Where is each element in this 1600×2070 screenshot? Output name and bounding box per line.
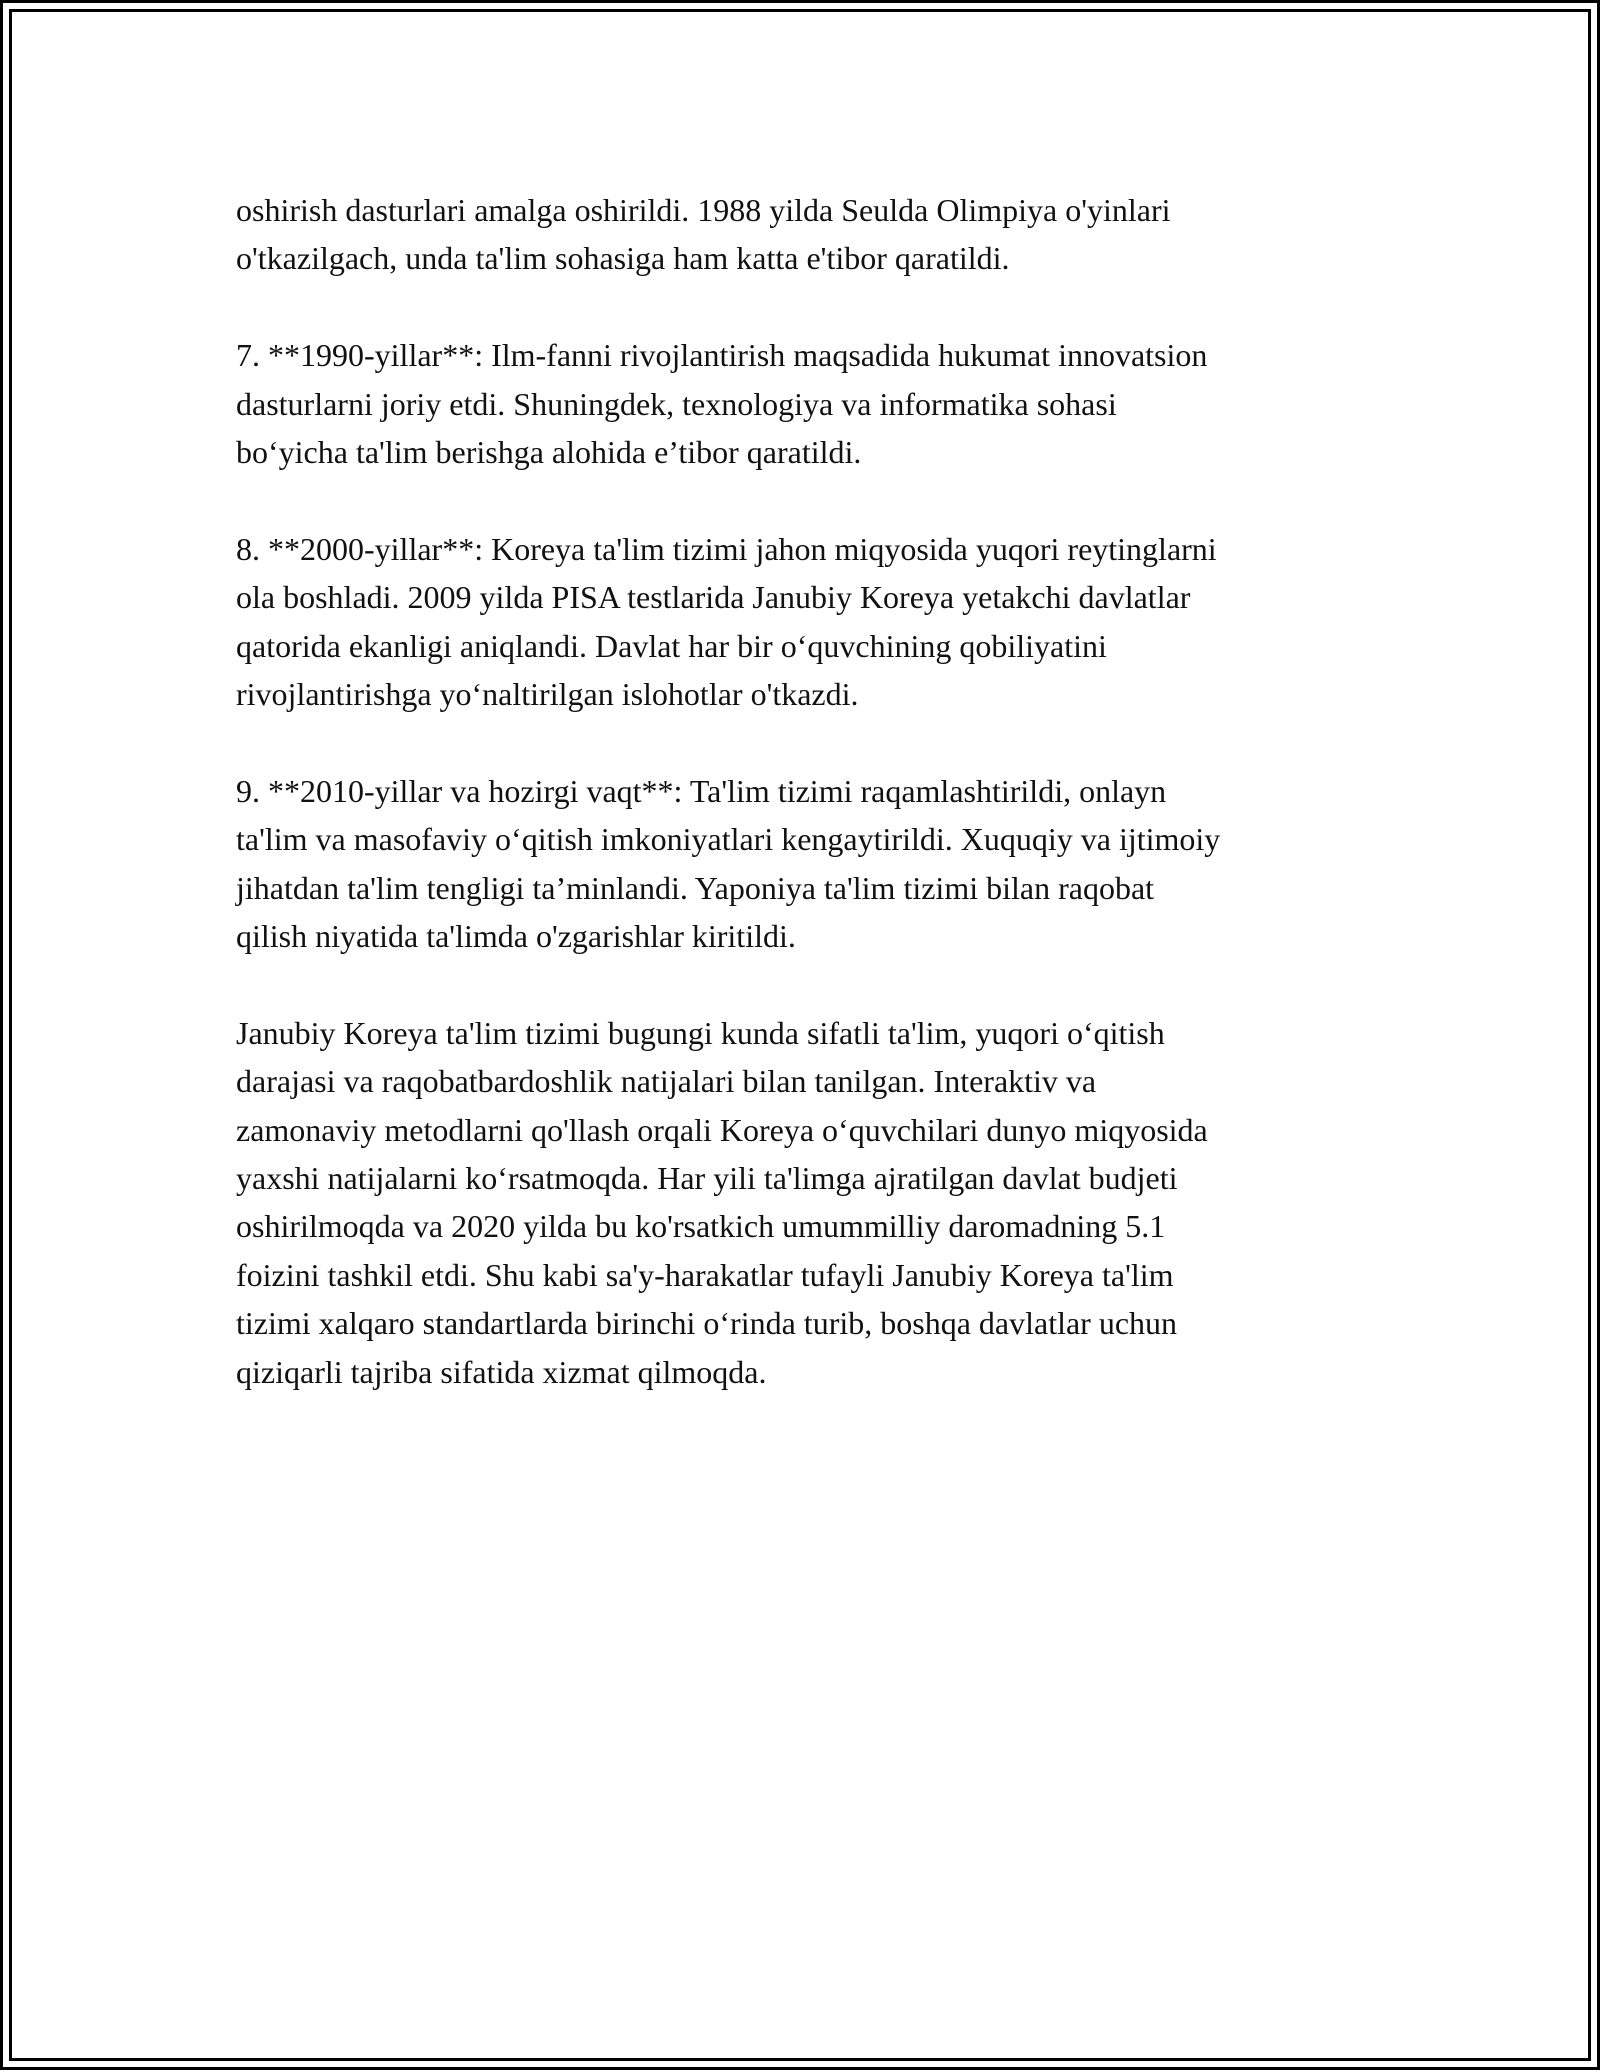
- paragraph-item-9: [236, 767, 1416, 961]
- text-line: darajasi va raqobatbardoshlik natijalari bilan tanilgan. Interaktiv va: [236, 1063, 1097, 1100]
- text-line: oshirish dasturlari amalga oshirildi. 1988 yilda Seulda Olimpiya o'yinlari: [236, 192, 1171, 228]
- text-line: yaxshi natijalarni ko‘rsatmoqda. Har yili ta'limga ajratilgan davlat budjeti: [236, 1160, 1178, 1197]
- paragraph-conclusion: [236, 1009, 1416, 1396]
- text-line: o'tkazilgach, unda ta'lim sohasiga ham katta e'tibor qaratildi.: [236, 240, 1010, 277]
- text-line: qilish niyatida ta'limda o'zgarishlar kiritildi.: [236, 918, 796, 955]
- text-line: zamonaviy metodlarni qo'llash orqali Koreya o‘quvchilari dunyo miqyosida: [236, 1111, 1208, 1148]
- text-line: tizimi xalqaro standartlarda birinchi o‘rinda turib, boshqa davlatlar uchun: [236, 1305, 1178, 1342]
- text-line: bo‘yicha ta'lim berishga alohida e’tibor qaratildi.: [236, 434, 862, 471]
- text-line: qiziqarli tajriba sifatida xizmat qilmoqda.: [236, 1353, 767, 1390]
- paragraph-continuation: [236, 186, 1416, 283]
- text-line: Janubiy Koreya ta'lim tizimi bugungi kunda sifatli ta'lim, yuqori o‘qitish: [236, 1014, 1165, 1051]
- text-line: ola boshladi. 2009 yilda PISA testlarida Janubiy Koreya yetakchi davlatlar: [236, 579, 1191, 616]
- text-line: jihatdan ta'lim tengligi ta’minlandi. Yaponiya ta'lim tizimi bilan raqobat: [236, 869, 1155, 906]
- text-line: foizini tashkil etdi. Shu kabi sa'y-harakatlar tufayli Janubiy Koreya ta'lim: [236, 1256, 1174, 1293]
- text-line: qatorida ekanligi aniqlandi. Davlat har bir o‘quvchining qobiliyatini: [236, 627, 1107, 664]
- paragraph-item-7: [236, 331, 1416, 476]
- paragraph-item-8: [236, 525, 1416, 719]
- text-line: oshirilmoqda va 2020 yilda bu ko'rsatkich umummilliy daromadning 5.1: [236, 1208, 1166, 1245]
- text-line: ta'lim va masofaviy o‘qitish imkoniyatlari kengaytirildi. Xuquqiy va ijtimoiy: [236, 821, 1221, 858]
- text-line: 7. **1990-yillar**: Ilm-fanni rivojlantirish maqsadida hukumat innovatsion: [236, 337, 1208, 374]
- text-line: rivojlantirishga yo‘naltirilgan islohotlar o'tkazdi.: [236, 676, 859, 713]
- text-line: 9. **2010-yillar va hozirgi vaqt**: Ta'lim tizimi raqamlashtirildi, onlayn: [236, 772, 1167, 809]
- text-line: 8. **2000-yillar**: Koreya ta'lim tizimi jahon miqyosida yuqori reytinglarni: [236, 530, 1217, 567]
- document-body: [236, 186, 1416, 1444]
- text-line: dasturlarni joriy etdi. Shuningdek, texnologiya va informatika sohasi: [236, 385, 1117, 422]
